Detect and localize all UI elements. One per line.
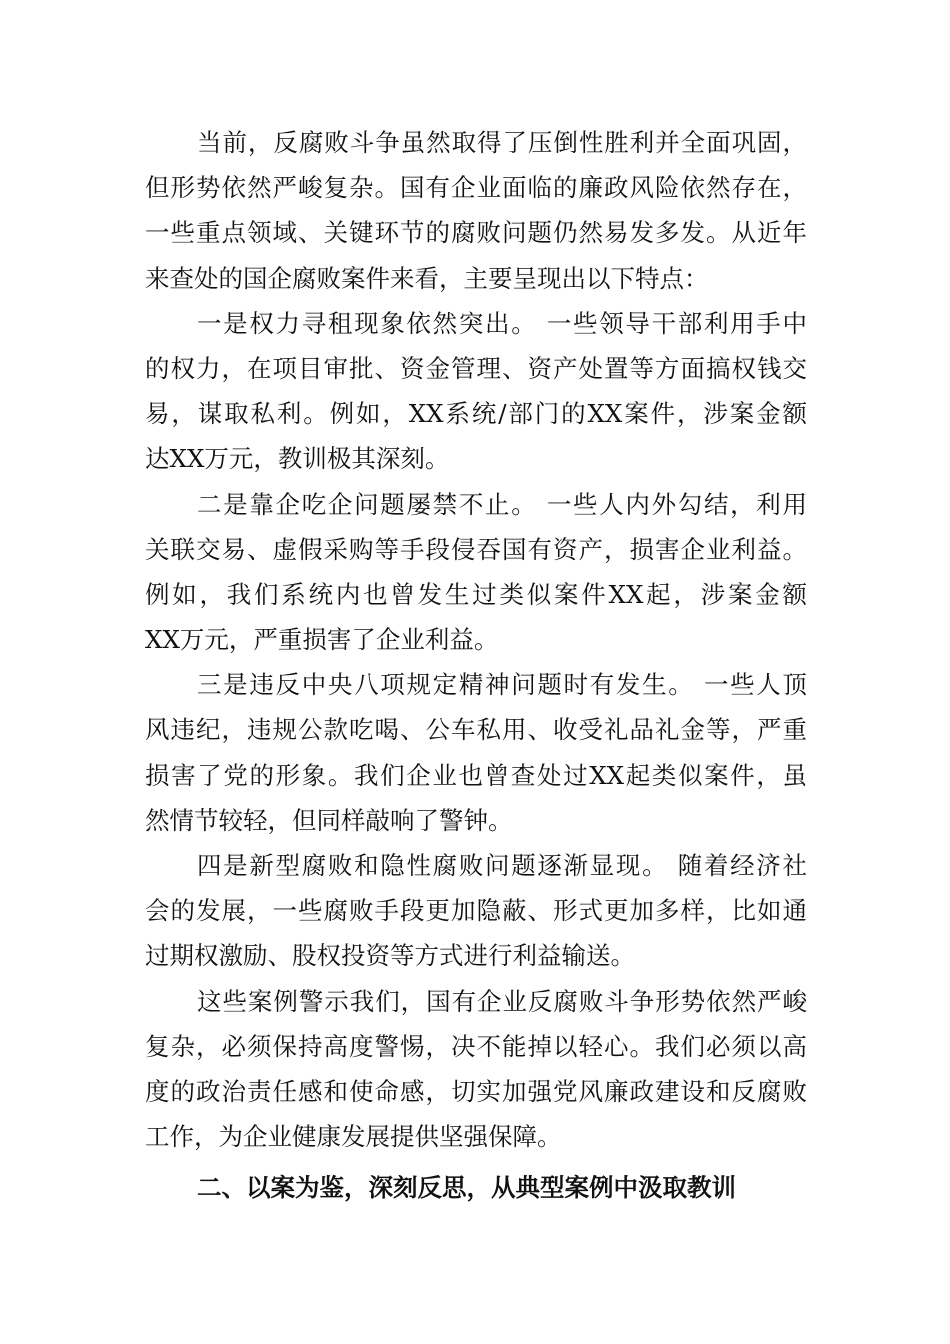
text-line: 工作，为企业健康发展提供坚强保障。 bbox=[145, 1122, 562, 1152]
text-line: 的权力，在项目审批、资金管理、资产处置等方面搞权钱交 bbox=[145, 353, 807, 383]
text-line: 风违纪，违规公款吃喝、公车私用、收受礼品礼金等，严重 bbox=[145, 715, 807, 745]
text-line: 这些案例警示我们，国有企业反腐败斗争形势依然严峻 bbox=[197, 986, 807, 1016]
text-line: 易，谋取私利。例如，XX系统/部门的XX案件，涉案金额 bbox=[145, 399, 807, 429]
text-line: 例如，我们系统内也曾发生过类似案件XX起，涉案金额 bbox=[145, 579, 807, 609]
paragraph-situation bbox=[145, 120, 807, 301]
text-line: 四是新型腐败和隐性腐败问题逐渐显现。 随着经济社 bbox=[197, 851, 807, 880]
section-heading: 二、以案为鉴，深刻反思，从典型案例中汲取教训 bbox=[197, 1173, 736, 1203]
text-line: 三是违反中央八项规定精神问题时有发生。 一些人顶 bbox=[197, 670, 807, 700]
text-line: 过期权激励、股权投资等方式进行利益输送。 bbox=[145, 941, 635, 971]
document-page bbox=[145, 120, 807, 1210]
paragraph-conclusion bbox=[145, 979, 807, 1160]
text-line: 来查处的国企腐败案件来看，主要呈现出以下特点： bbox=[145, 263, 709, 293]
text-line: 一是权力寻租现象依然突出。 一些领导干部利用手中 bbox=[197, 308, 807, 338]
paragraph-point-four bbox=[145, 843, 807, 979]
text-line: 关联交易、虚假采购等手段侵吞国有资产，损害企业利益。 bbox=[145, 534, 807, 564]
text-line: 复杂，必须保持高度警惕，决不能掉以轻心。我们必须以高 bbox=[145, 1031, 807, 1061]
text-line: 达XX万元，教训极其深刻。 bbox=[145, 444, 450, 474]
paragraph-point-two bbox=[145, 482, 807, 663]
paragraph-point-one bbox=[145, 301, 807, 482]
text-line: 但形势依然严峻复杂。国有企业面临的廉政风险依然存在， bbox=[145, 173, 807, 203]
text-line: 当前，反腐败斗争虽然取得了压倒性胜利并全面巩固， bbox=[197, 128, 807, 157]
paragraph-point-three bbox=[145, 662, 807, 843]
text-line: 然情节较轻，但同样敲响了警钟。 bbox=[145, 805, 513, 835]
text-line: 一些重点领域、关键环节的腐败问题仍然易发多发。从近年 bbox=[145, 218, 807, 248]
text-line: 二是靠企吃企问题屡禁不止。 一些人内外勾结，利用 bbox=[197, 489, 807, 519]
text-line: 会的发展，一些腐败手段更加隐蔽、形式更加多样，比如通 bbox=[145, 896, 807, 926]
text-line: XX万元，严重损害了企业利益。 bbox=[145, 625, 499, 655]
text-line: 损害了党的形象。我们企业也曾查处过XX起类似案件，虽 bbox=[145, 760, 807, 790]
text-line: 度的政治责任感和使命感，切实加强党风廉政建设和反腐败 bbox=[145, 1076, 807, 1106]
